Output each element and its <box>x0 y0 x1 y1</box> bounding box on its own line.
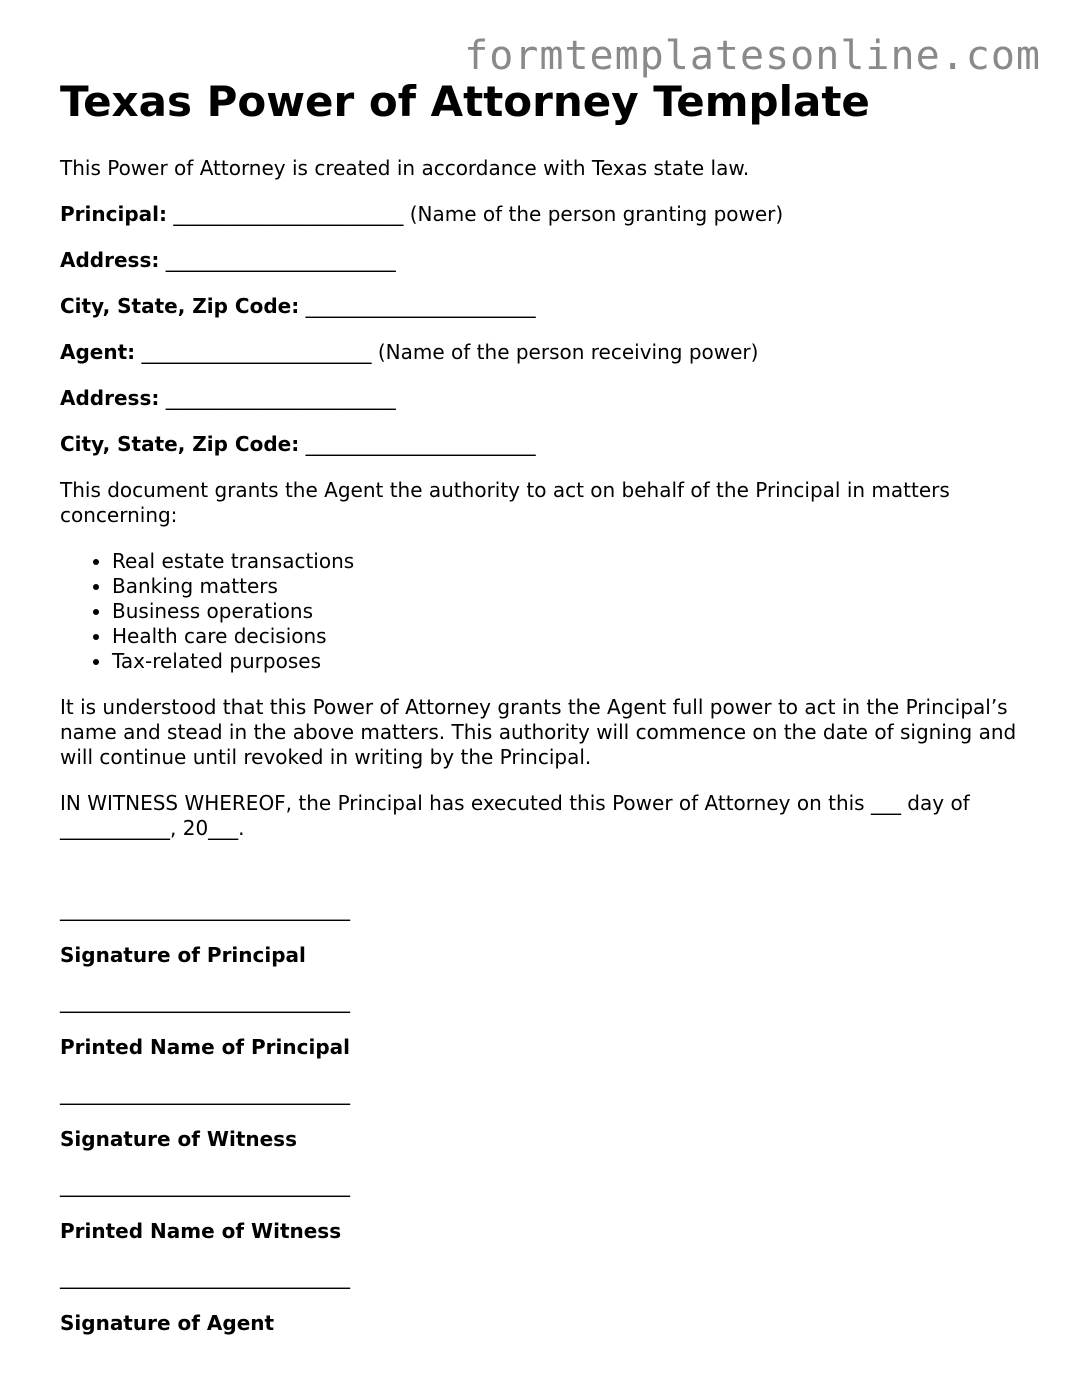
agent-signature-label: Signature of Agent <box>60 1311 275 1335</box>
list-item: • Tax-related purposes <box>112 649 1020 674</box>
agent-city-label: City, State, Zip Code: <box>60 432 300 456</box>
witness-printed-name-line: _____________________________ <box>60 1173 350 1197</box>
principal-signature-line: _____________________________ <box>60 897 350 921</box>
agent-address-label: Address: <box>60 386 160 410</box>
list-item: • Business operations <box>112 599 1020 624</box>
principal-address-blank: _______________________ <box>165 248 396 272</box>
document-title: Texas Power of Attorney Template <box>60 77 870 126</box>
agent-note: (Name of the person receiving power) <box>377 340 759 364</box>
witness-paragraph <box>60 791 1020 841</box>
agent-blank: _______________________ <box>141 340 372 364</box>
principal-label: Principal: <box>60 202 167 226</box>
list-item: • Banking matters <box>112 574 1020 599</box>
agent-address-blank: _______________________ <box>165 386 396 410</box>
principal-city-blank: _______________________ <box>305 294 536 318</box>
understanding-paragraph: It is understood that this Power of Attorney grants the Agent full power to act in the Principal’s name and stead in the above matters. This authority will commence on the date of signing and will continue until revoked in writing by the Principal. <box>60 695 1017 769</box>
principal-address-label: Address: <box>60 248 160 272</box>
agent-city-field <box>60 432 1020 457</box>
principal-city-label: City, State, Zip Code: <box>60 294 300 318</box>
list-item: • Real estate transactions <box>112 549 1020 574</box>
principal-printed-name-line: _____________________________ <box>60 989 350 1013</box>
agent-city-blank: _______________________ <box>305 432 536 456</box>
agent-label: Agent: <box>60 340 136 364</box>
agent-address-field <box>60 386 1020 411</box>
principal-signature-label: Signature of Principal <box>60 943 306 967</box>
grant-paragraph: This document grants the Agent the authority to act on behalf of the Principal in matters concerning: <box>60 478 950 527</box>
witness-signature-label: Signature of Witness <box>60 1127 297 1151</box>
principal-note: (Name of the person granting power) <box>409 202 784 226</box>
witness-signature-line: _____________________________ <box>60 1081 350 1105</box>
witness-printed-name-label: Printed Name of Witness <box>60 1219 342 1243</box>
principal-printed-name-label: Printed Name of Principal <box>60 1035 351 1059</box>
principal-city-field <box>60 294 1020 319</box>
witness-line-1: IN WITNESS WHEREOF, the Principal has executed this Power of Attorney on this ___ day of <box>60 791 970 815</box>
principal-address-field <box>60 248 1020 273</box>
principal-field <box>60 202 1020 227</box>
witness-line-2: ___________, 20___. <box>60 816 245 840</box>
watermark: formtemplatesonline.com <box>464 33 1041 79</box>
principal-blank: _______________________ <box>173 202 404 226</box>
document-page <box>60 78 1020 1357</box>
intro-paragraph: This Power of Attorney is created in accordance with Texas state law. <box>60 156 750 180</box>
list-item: • Health care decisions <box>112 624 1020 649</box>
agent-signature-line: _____________________________ <box>60 1265 350 1289</box>
powers-list <box>60 549 1020 674</box>
agent-field <box>60 340 1020 365</box>
